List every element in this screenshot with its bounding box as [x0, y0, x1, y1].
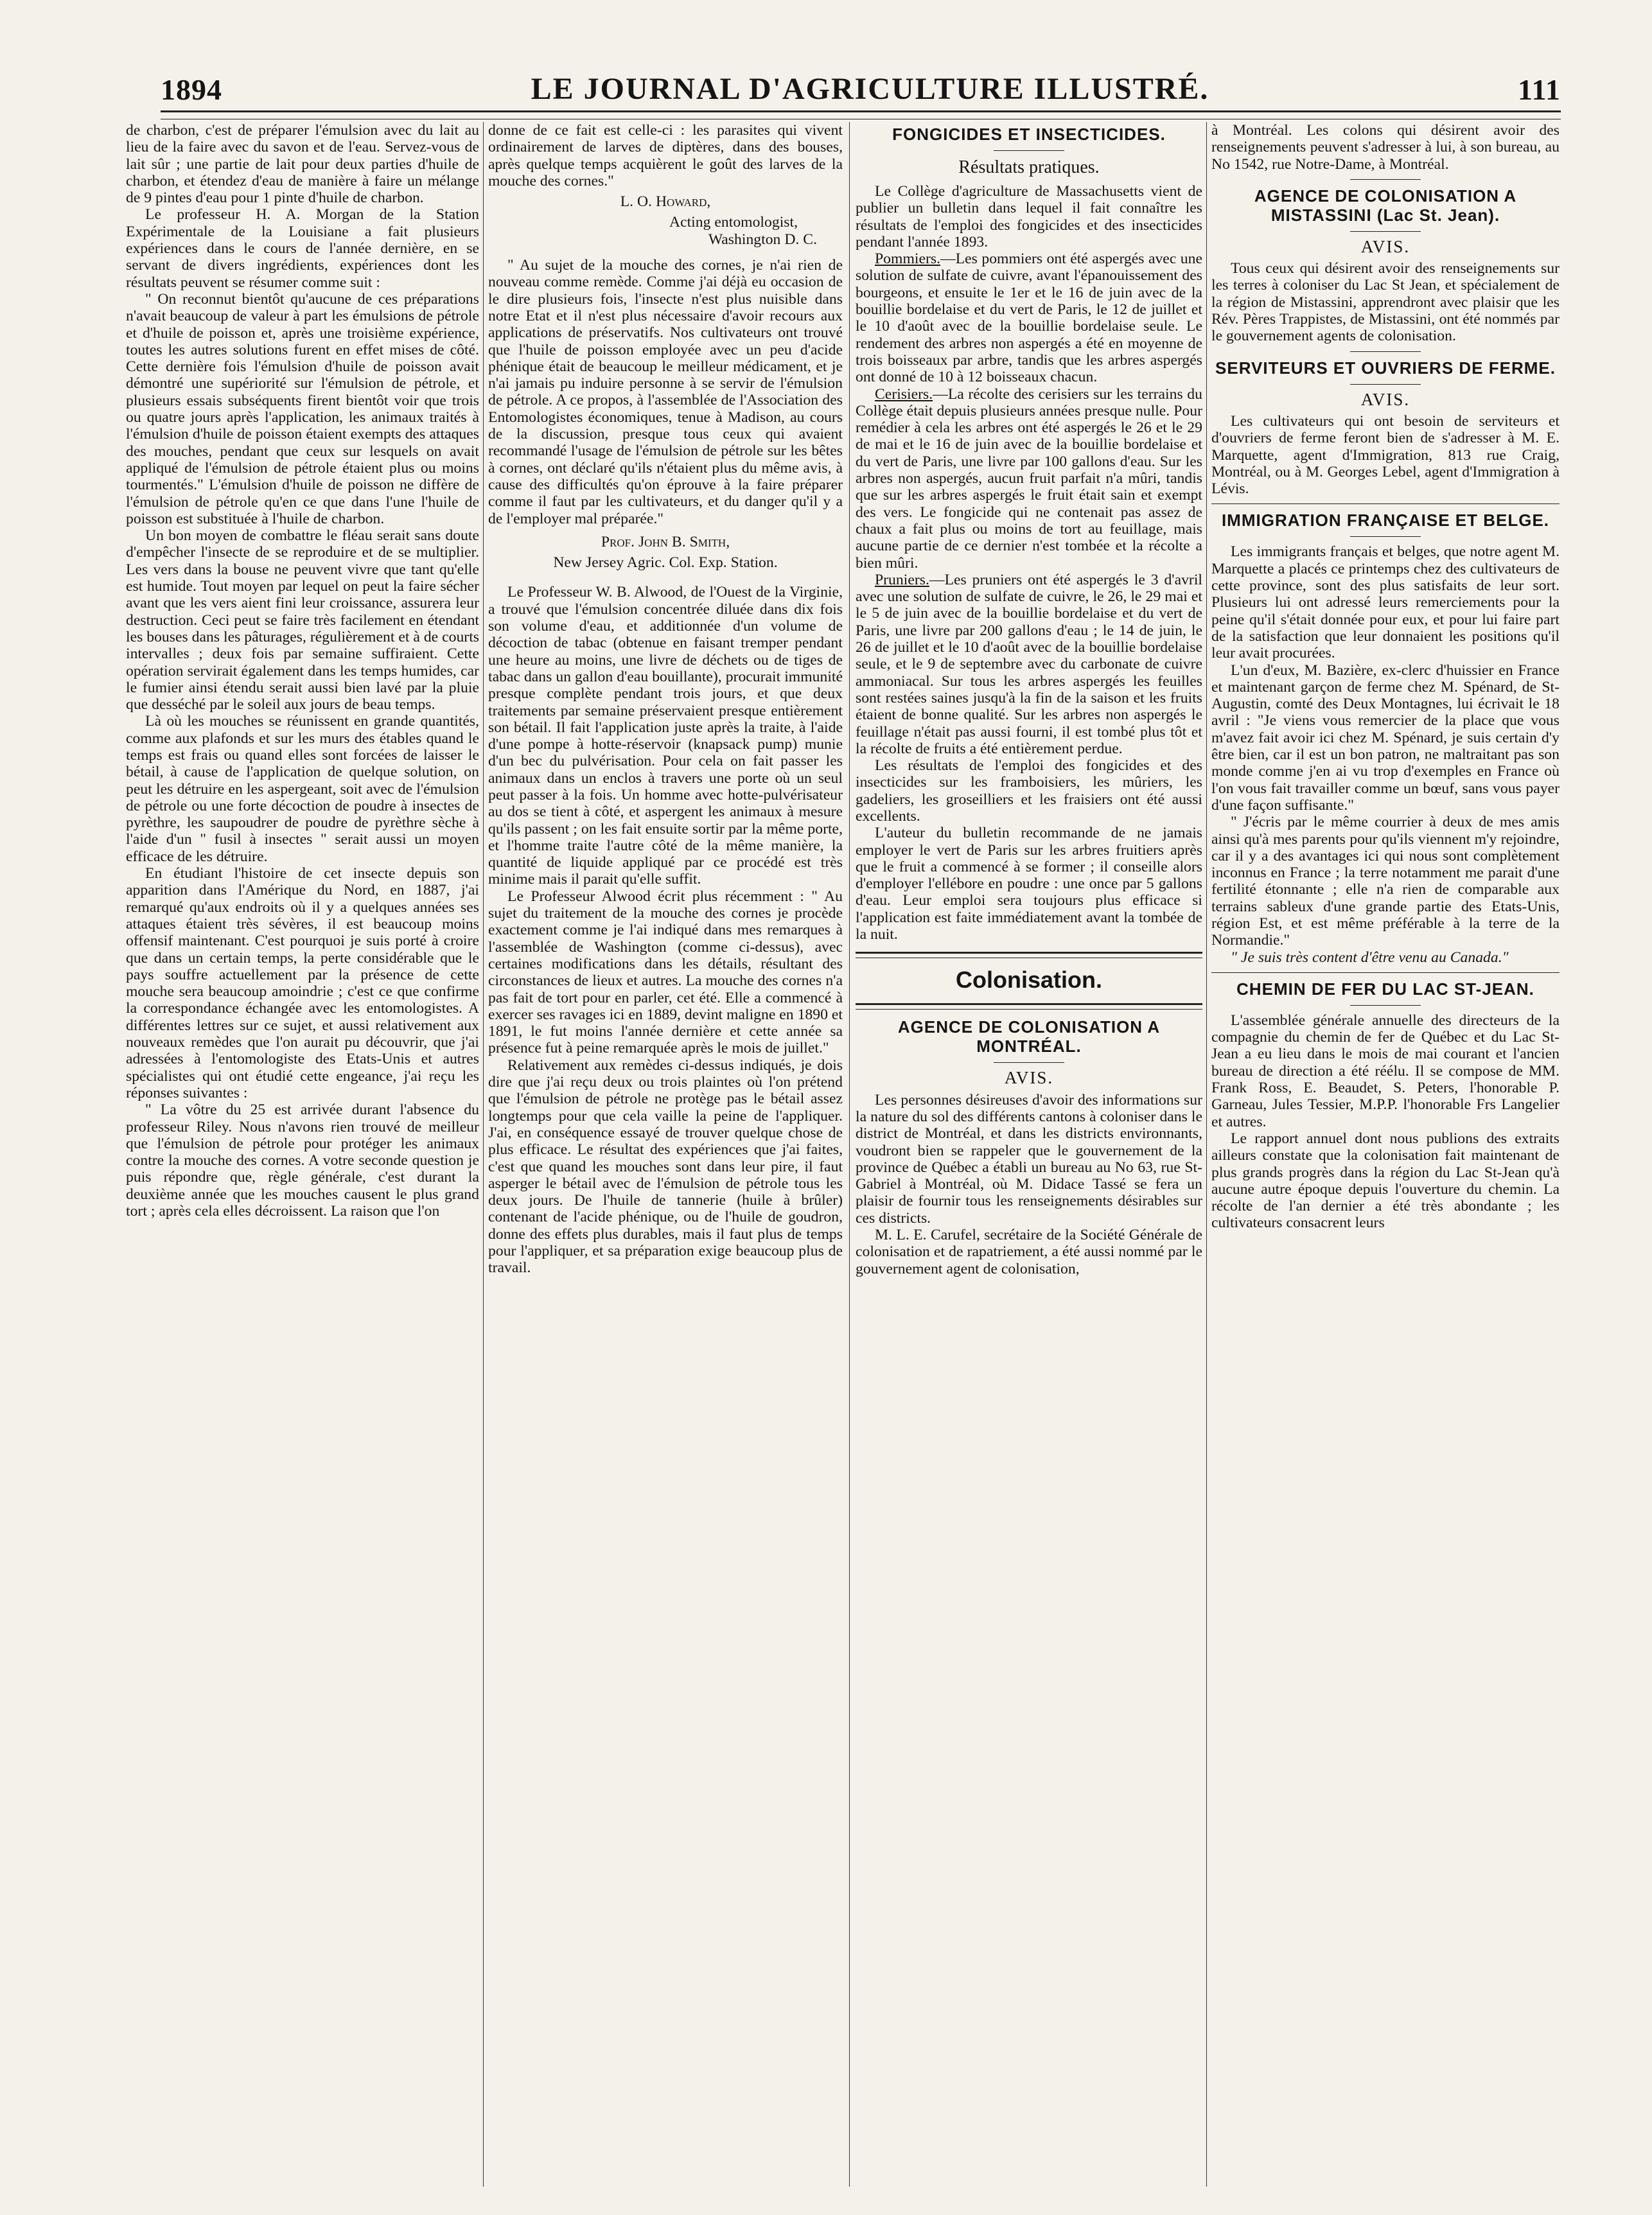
section-rule [856, 952, 1202, 958]
section-title: Colonisation. [956, 967, 1102, 994]
paragraph: Les résultats de l'emploi des fongicides et des insecticides sur les framboisiers, les mûriers, les gadeliers, les groseilliers et les fraisiers ont été aussi excellents. [856, 757, 1202, 825]
column-rule [483, 122, 484, 2187]
paragraph: Le Professeur Alwood écrit plus récemment : " Au sujet du traitement de la mouche des cornes je procède exactement comme je l'ai indiqué dans mes remarques à l'assemblée de Washington (comme ci-dessus), avec certaines modifications dans les détails, résultant des circonstances de lieux et autres. La mouche des cornes n'a pas fait de tort pour en parler, cet été. Elle a commencé à exercer ses ravages ici en 1889, devint maligne en 1890 et 1891, le fut moins l'année dernière et cette année sa présence fut à peine remarquée après le mois de juillet." [488, 888, 843, 1057]
paragraph: Un bon moyen de combattre le fléau serait sans doute d'empêcher l'insecte de se reproduire et de se multiplier. Les vers dans la bouse ne peuvent vivre que tant qu'elle est humide. Tout moyen par lequel on peut la faire sécher avant que les vers aient fini leur croissance, assurera leur destruction. Ceci peut se faire très facilement en étendant les bouses dans les pâturages, régulièrement et à de courts intervalles ; deux fois par semaine suffiraient. Cette opération servirait également dans les temps humides, car le fumier ainsi étendu serait aussi bien lavé par la pluie que desséché par le soleil aux jours de beau temps. [126, 527, 479, 714]
paragraph-label: Cerisiers. [875, 385, 933, 403]
section-heading: AGENCE DE COLONISATION A MONTRÉAL. [897, 1017, 1161, 1056]
paragraph-text: —Les pruniers ont été aspergés le 3 d'avril avec une solution de sulfate de cuivre, le 26, le 29 mai et le 5 de juin avec de la bouillie bordelaise et du vert de Paris, une livre par 200 gallons d'eau ; le 14 de juin, le 26 de juillet et le 10 d'août avec de la bouillie bordelaise seule, et le 9 de septembre avec du carbonate de cuivre ammoniacal. Sur tous les arbres aspergés les feuilles sont restées saines jusqu'à la fin de la saison et les fruits étaient de bonne qualité. Sur les arbres non aspergés le feuillage n'était pas aussi fourni, il est tombé plus tôt et la récolte de fruits a été entièrement perdue. [856, 571, 1202, 757]
column-rule [849, 122, 850, 2187]
page-number: 111 [1518, 73, 1561, 106]
paragraph: de charbon, c'est de préparer l'émulsion avec du lait au lieu de la faire avec du savon et de l'eau. Servez-vous de lait sûr ; une partie de lait pour deux parties d'huile de charbon, et étendez d'eau de manière à faire un mélange de 9 pintes d'eau pour 1 pinte d'huile de charbon. [126, 122, 479, 207]
paragraph: Le Collège d'agriculture de Massachusetts vient de publier un bulletin dans lequel il fait connaître les résultats de l'emploi des fongicides et des insecticides pendant l'année 1893. [856, 183, 1202, 250]
paragraph: " Je suis très content d'être venu au Canada." [1231, 949, 1509, 966]
journal-title: LE JOURNAL D'AGRICULTURE ILLUSTRÉ. [531, 72, 1209, 106]
signature-name: L. O. Howard, [620, 193, 711, 211]
paragraph: Le professeur H. A. Morgan de la Station Expérimentale de la Louisiane a fait plusieurs expériences dans le cours de l'année dernière, en se servant de divers ingrédients, expériences dont les résultats peuvent se résumer comme suit : [126, 206, 479, 291]
column-3 [856, 122, 1202, 2187]
paragraph: Relativement aux remèdes ci-dessus indiqués, je dois dire que j'ai reçu deux ou trois plaintes où l'on prétend que l'émulsion de pétrole ne protège pas le bétail assez longtemps pour que cela vaille la peine de l'appliquer. J'ai, en conséquence essayé de trouver quelque chose de plus efficace. Le résultat des expériences que j'ai faites, c'est que quand les mouches sont dans leur pire, il faut asperger le bétail avec de l'émulsion de pétrole tous les deux jours. De l'huile de tannerie (huile à brûler) contenant de l'acide phénique, ou de l'huile de goudron, donne des effets plus durables, mais il faut plus de temps pour l'appliquer, et sa préparation exige beaucoup plus de travail. [488, 1056, 843, 1277]
separator [1350, 384, 1421, 385]
separator [994, 150, 1064, 151]
paragraph-text: —La récolte des cerisiers sur les terrains du Collège était depuis plusieurs années presque nulle. Pour remédier à cela les arbres ont été aspergés le 26 et le 29 de mai et le 16 de juin avec de la bouillie bordelaise et du vert de Paris, une livre par 100 gallons d'eau. Sur les arbres non aspergés, aucun fruit parfait n'a mûri, tandis que sur les arbres aspergés le fruit était sain et exempt des vers. Le fongicide qui ne contenait pas assez de chaux a fait plus ou moins de tort au feuillage, mais aucune partie de ce dernier n'est tombée et la récolte a bien mûri. [856, 385, 1202, 572]
paragraph: Les cultivateurs qui ont besoin de serviteurs et d'ouvriers de ferme feront bien de s'adresser à M. E. Marquette, agent d'Immigration, 813 rue Craig, Montréal, ou à M. Georges Lebel, agent d'Immigration à Lévis. [1211, 412, 1560, 498]
paragraph-label: Pommiers. [875, 250, 940, 268]
section-heading: CHEMIN DE FER DU LAC ST-JEAN. [1236, 979, 1534, 999]
paragraph: " J'écris par le même courrier à deux de mes amis ainsi qu'à mes parents pour qu'ils viennent m'y rejoindre, car il y a des avantages ici qui nous sont complètement inconnus en France ; la terre notamment me parait d'une fertilité étonnante ; elle n'a rien de comparable aux terrains sableux d'une grande partie des Etats-Unis, région Est, et est même préférable à la terre de la Normandie." [1211, 814, 1560, 949]
separator [1350, 351, 1421, 352]
column-2 [488, 122, 843, 2187]
separator [1350, 231, 1421, 232]
paragraph: L'assemblée générale annuelle des directeurs de la compagnie du chemin de fer de Québec et du Lac St-Jean a eu lieu dans le mois de mai courant et l'ancien bureau de direction a été réélu. Il se compose de MM. Frank Ross, E. Beaudet, S. Peters, l'honorable P. Garneau, Jules Tessier, M.P.P. l'honorable Frs Langelier et autres. [1211, 1011, 1560, 1130]
paragraph: " Au sujet de la mouche des cornes, je n'ai rien de nouveau comme remède. Comme j'ai déjà eu occasion de le dire plusieurs fois, l'insecte n'est plus nuisible dans notre Etat et il n'est plus nécessaire d'avoir recours aux applications de préservatifs. Nos cultivateurs ont trouvé que l'huile de poisson employée avec un peu d'acide phénique était de beaucoup le meilleur médicament, et je n'ai jamais pu induire personne à se servir de l'émulsion de pétrole. A ce propos, à l'assemblée de l'Association des Entomologistes économiques, tenue à Madison, au cours de la discussion, presque tous ceux qui avaient recommandé l'usage de l'émulsion de pétrole sur les bêtes à cornes, ont déclaré qu'ils n'étaient plus du même avis, à cause des difficultés qu'on éprouve à la faire préparer comme il faut par les cultivateurs, et du danger qu'il y a de l'employer mal préparée." [488, 257, 843, 527]
masthead [161, 67, 1561, 107]
notice-heading: AVIS. [1360, 236, 1410, 256]
paragraph: M. L. E. Carufel, secrétaire de la Société Générale de colonisation et de rapatriement, a été aussi nommé par le gouvernement agent de colonisation, [856, 1227, 1202, 1277]
column-4 [1211, 122, 1560, 2187]
separator [1211, 503, 1560, 504]
separator [994, 1062, 1064, 1063]
sub-heading: Résultats pratiques. [958, 157, 1100, 177]
notice-heading: AVIS. [1360, 389, 1410, 409]
paragraph: L'auteur du bulletin recommande de ne jamais employer le vert de Paris sur les arbres fruitiers après que le fruit a commencé à se former ; il conseille alors d'employer l'ellébore en poudre : une once par 5 gallons d'eau. Leur emploi sera toujours plus efficace si l'application est faite immédiatement avant la tombée de la nuit. [856, 825, 1202, 943]
paragraph: Le Professeur W. B. Alwood, de l'Ouest de la Virginie, a trouvé que l'émulsion concentrée diluée dans dix fois son volume d'eau, et additionnée d'un volume de décoction de tabac (obtenue en faisant tremper pendant une heure au moins, une livre de déchets ou de tiges de tabac dans un gallon d'eau bouillante), procurait immunité presque complète pendant trois jours, et que deux traitements par semaine préservaient presque entièrement son bétail. Il fait l'application juste après la traite, à l'aide d'une pompe à hotte-réservoir (knapsack pump) munie d'un bec du pulvérisation. Pour cela on fait passer les animaux dans un enclos à travers une porte où un seul peut passer à la fois. Un homme avec hotte-pulvérisateur au dos se tient à côté, et aspergent les animaux à mesure qu'ils passent ; on les fait ensuite sortir par la même porte, et l'homme traite l'autre côté de la même manière, la quantité de liquide appliqué par ce procédé est très minime mais il parait qu'elle suffit. [488, 584, 843, 888]
year: 1894 [161, 73, 222, 106]
paragraph: En étudiant l'histoire de cet insecte depuis son apparition dans l'Amérique du Nord, en 1887, j'ai remarqué qu'aux endroits où il y a quelques années ses attaques étaient très sévères, il est beaucoup moins offensif maintenant. C'est pourquoi je suis porté à croire que dans un certain temps, la perte considérable que le pays souffre actuellement par la présence de cette mouche sera beaucoup amoindrie ; c'est ce que confirme la correspondance échangée avec les entomologistes. A différentes lettres sur ce sujet, et aussi relativement aux nouveaux remèdes que l'on aurait pu découvrir, que j'ai adressées à l'entomologiste des Etats-Unis et autres spécialistes qui ont étudié cette engeance, j'ai reçu les réponses suivantes : [126, 865, 479, 1101]
column-rule [1206, 122, 1207, 2187]
separator [1350, 536, 1421, 537]
paragraph: " On reconnut bientôt qu'aucune de ces préparations n'avait beaucoup de valeur à part les émulsions de pétrole et d'huile de poisson et, après une troisième expérience, toutes les autres solutions furent en effet mises de côté. Cette dernière fois l'émulsion d'huile de poisson avait démontré une supériorité sur l'émulsion de pétrole, et plusieurs essais subséquents firent bientôt voir que trois ou quatre jours après l'application, les animaux traités à l'émulsion d'huile de poisson étaient exempts des attaques des mouches, pendant que ceux sur lesquels on avait appliqué de l'émulsion de pétrole étaient plus ou moins tourmentés." L'émulsion d'huile de poisson ne diffère de l'émulsion de pétrole qu'en ce que dans l'une l'huile de poisson est substituée à l'huile de charbon. [126, 290, 479, 527]
paragraph [856, 386, 1202, 572]
paragraph [856, 572, 1202, 757]
separator [1211, 972, 1560, 973]
paragraph: donne de ce fait est celle-ci : les parasites qui vivent ordinairement de larves de diptères, dans des bouses, après quelque temps acquièrent le goût des larves de la mouche des cornes." [488, 122, 843, 189]
signature-place: New Jersey Agric. Col. Exp. Station. [553, 554, 778, 572]
paragraph: Là où les mouches se réunissent en grande quantités, comme aux plafonds et sur les murs des étables quand le temps est frais ou quand elles sont forcées de laisser le bétail, à cause de l'application de quelque solution, on peut les détruire en les aspergeant, soit avec de l'émulsion de pétrole ou une forte décoction de poudre à insectes de pyrèthre, les saupoudrer de poudre de pyrèthre sèche à l'aide d'un " fusil à insectes " serait aussi un moyen efficace de les détruire. [126, 713, 479, 865]
signature-title: Acting entomologist, [669, 214, 798, 231]
signature-place: Washington D. C. [708, 231, 817, 248]
section-rule [856, 1003, 1202, 1010]
separator [1350, 1005, 1421, 1006]
paragraph [856, 250, 1202, 385]
section-heading: AGENCE DE COLONISATION A MISTASSINI (Lac St. Jean). [1254, 186, 1517, 225]
column-1 [126, 122, 479, 2187]
paragraph-label: Pruniers. [875, 571, 929, 588]
paragraph: Les personnes désireuses d'avoir des informations sur la nature du sol des différents cantons à coloniser dans le district de Montréal, et dans les districts environnants, voudront bien se rappeler que le gouvernement de la province de Québec a établi un bureau au No 63, rue St-Gabriel à Montréal, où M. Didace Tassé se fera un plaisir de fournir tous les renseignements désirables sur ces districts. [856, 1091, 1202, 1227]
section-heading: IMMIGRATION FRANÇAISE ET BELGE. [1221, 511, 1550, 530]
section-heading: FONGICIDES ET INSECTICIDES. [892, 125, 1166, 144]
masthead-rule [161, 110, 1561, 119]
paragraph: Les immigrants français et belges, que notre agent M. Marquette a placés ce printemps chez des cultivateurs de cette province, sont des plus satisfaits de leur sort. Plusieurs lui ont adressé leurs remerciements pour la peine qu'il s'était donnée pour eux, et pour lui faire part de la satisfaction que leur donnaient les positions qu'il leur avait procurées. [1211, 543, 1560, 662]
paragraph: L'un d'eux, M. Bazière, ex-clerc d'huissier en France et maintenant garçon de ferme chez M. Spénard, de St-Augustin, comté des Deux Montagnes, lui écrivait le 18 avril : "Je viens vous remercier de la place que vous m'avez fait avoir ici chez M. Spénard, je suis certain d'y être bien, car il est un bon patron, ne maltraitant pas son monde comme j'en ai vu trop d'exemples en France où l'on vous fait travailler comme un bœuf, sans vous payer d'une façon suffisante." [1211, 661, 1560, 814]
paragraph: à Montréal. Les colons qui désirent avoir des renseignements peuvent s'adresser à lui, à son bureau, au No 1542, rue Notre-Dame, à Montréal. [1211, 122, 1560, 173]
section-heading: SERVITEURS ET OUVRIERS DE FERME. [1215, 358, 1556, 378]
paragraph: Tous ceux qui désirent avoir des renseignements sur les terres à coloniser du Lac St Jean, et spécialement de la région de Mistassini, apprendront avec plaisir que les Rév. Pères Trappistes, de Mistassini, ont été nommés par le gouvernement agents de colonisation. [1211, 260, 1560, 345]
separator [1350, 179, 1421, 180]
notice-heading: AVIS. [1004, 1068, 1054, 1088]
signature-name: Prof. John B. Smith, [601, 533, 730, 550]
paragraph: " La vôtre du 25 est arrivée durant l'absence du professeur Riley. Nous n'avons rien trouvé de meilleur que l'émulsion de pétrole pour protéger les animaux contre la mouche des cornes. A votre seconde question je puis répondre que, règle générale, c'est durant la deuxième année que les mouches causent le plus grand tort ; après cela elles décroissent. La raison que l'on [126, 1101, 479, 1220]
paragraph: Le rapport annuel dont nous publions des extraits ailleurs constate que la colonisation fait maintenant de plus grands progrès dans la région du Lac St-Jean qu'à aucune autre époque depuis l'ouverture du chemin. La récolte de l'an dernier a été très abondante ; les cultivateurs consacrent leurs [1211, 1130, 1560, 1232]
paragraph-text: —Les pommiers ont été aspergés avec une solution de sulfate de cuivre, avant l'épanouissement des bourgeons, et ensuite le 1er et le 16 de juin avec de la bouillie bordelaise et du vert de Paris, le 12 de juillet et le 10 d'août avec de la bouillie bordelaise seule. Le rendement des arbres non aspergés a été en moyenne de trois boisseaux par arbre, tandis que les arbres aspergés ont donné de 10 à 12 boisseaux chacun. [856, 250, 1202, 386]
